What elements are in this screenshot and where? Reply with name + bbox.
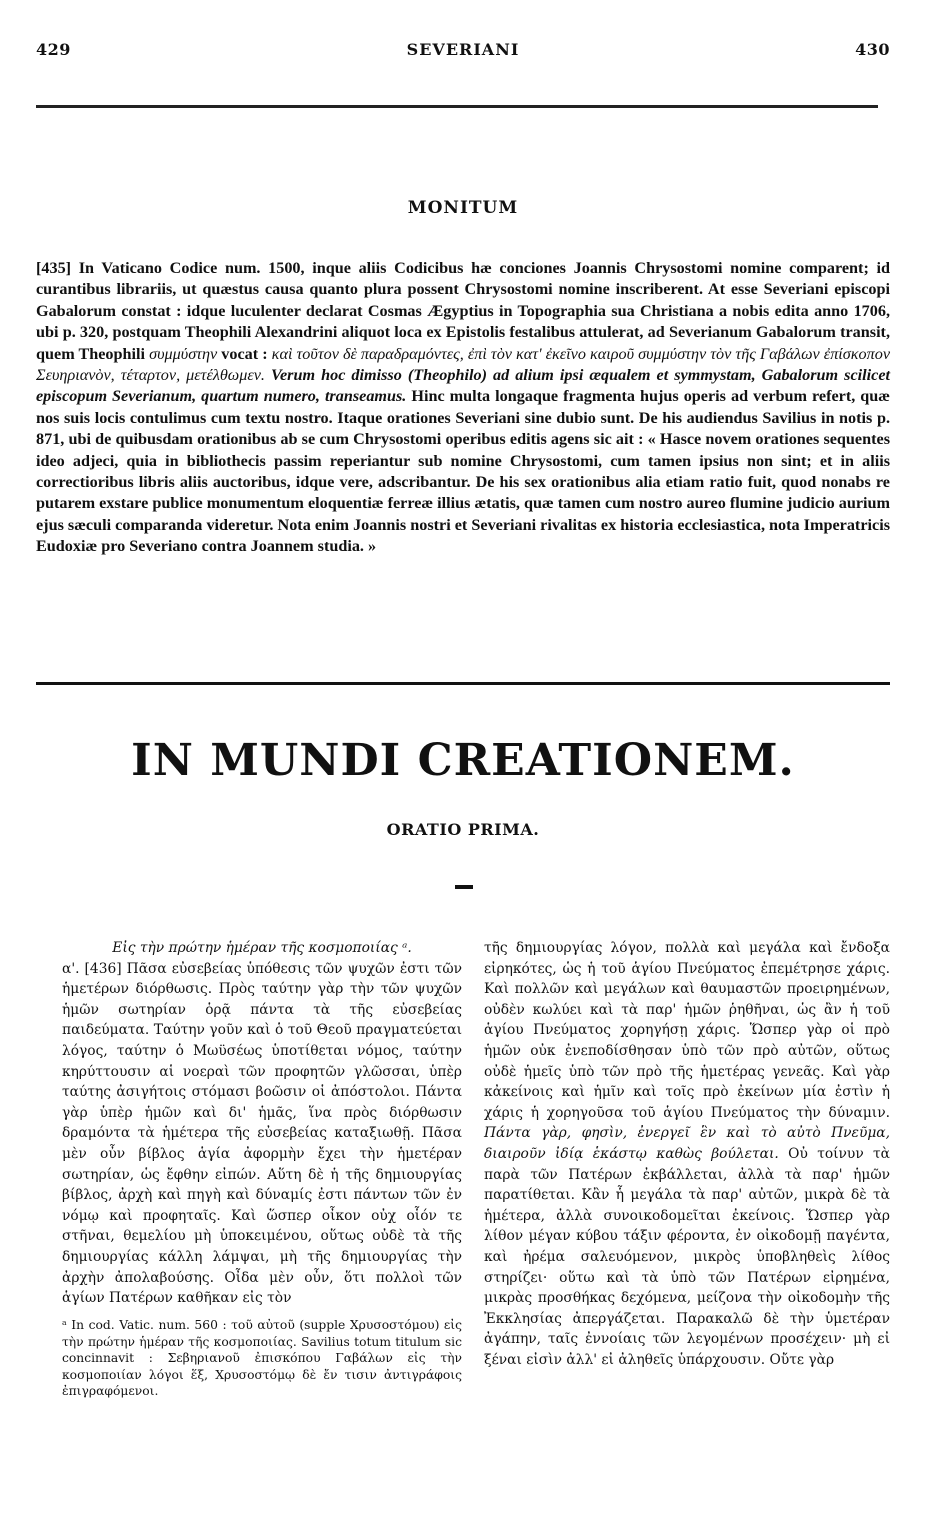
subtitle: ORATIO PRIMA. <box>386 820 540 839</box>
top-rule <box>36 105 878 108</box>
monitum-paragraph-2: vocat : <box>221 344 268 363</box>
monitum-paragraph-3: Hinc multa longaque fragmenta hujus operis ad verbum refert, quæ nos suis locis contulimus cum textu nostro. Itaque orationes Severiani sine dubio sunt. De his audiendus Savilius in notis p. 871, ubi de quibusdam orationibus ab se cum Chrysostomi operibus editis agens sic ait : « Hasce novem orationes sequentes ideo adjeci, quia in bibliothecis passim reperiantur sub nomine Chrysostomi, cum tamen ipsius non sint; et in aliis correctioribus libris aliis auctoribus, idque vere, adscribantur. De his sex orationibus alia etiam ratio fuit, quod nonabs re putarem exstare publice monumentum eloquentiæ ferreæ illius ætatis, quæ tamen cum nostro aureo flumine judicio aurium ejus sæculi comparanda videretur. Nota enim Joannis nostri et Severiani rivalitas ex historia ecclesiastica, nota Imperatricis Eudoxiæ pro Severiano contra Joannem studia. » <box>36 387 891 556</box>
left-page-number: 429 <box>36 40 71 59</box>
main-title: IN MUNDI CREATIONEM. <box>131 735 795 786</box>
monitum-greek-quote: καὶ τοῦτον δὲ παραδραμόντες, ἐπὶ τὸν κατ' ἐκεῖνο καιροῦ συμμύστην τὸν τῆς Γαβάλων ἐπίσκοπον Σευηριανὸν, τέταρτον, μετέλθωμεν. <box>36 344 891 385</box>
running-title: SEVERIANI <box>406 40 520 59</box>
section-rule <box>36 682 890 685</box>
footnote: ᵃ In cod. Vatic. num. 560 : τοῦ αὐτοῦ (supple Χρυσοστόμου) εἰς τὴν πρώτην ἡμέραν τῆς κοσμοποιίας. Savilius totum titulum sic concinnavit : Σεβηριανοῦ ἐπισκόπου Γαβάλων εἰς τὴν κοσμοποιίαν λόγοι ἕξ, Χρυσοστόμῳ δὲ ἔν τισιν ἀντιγράφοις ἐπιγραφόμενοι. <box>62 1318 462 1399</box>
monitum-title: MONITUM <box>407 198 519 218</box>
incipit: Εἰς τὴν πρώτην ἡμέραν τῆς κοσμοποιίας ᵃ. <box>112 940 412 956</box>
monitum-greek-word: συμμύστην <box>149 344 218 363</box>
right-column <box>484 938 890 1370</box>
right-column-text-1: τῆς δημιουργίας λόγον, πολλὰ καὶ μεγάλα καὶ ἔνδοξα εἰρηκότες, ὡς ἡ τοῦ ἁγίου Πνεύματος ἐπεμέτρησε χάρις. Καὶ πολλῶν καὶ μεγάλων καὶ θαυμαστῶν προειρημένων, οὐδὲν κωλύει καὶ τὰ παρ' ἡμῶν ῥηθῆναι, ὡς ἂν ἡ τοῦ ἁγίου Πνεύματος χορηγήσῃ χάρις. Ὥσπερ γὰρ οἱ πρὸ ἡμῶν οὐκ ἐνεποδίσθησαν ὑπὸ τῶν πρὸ αὐτῶν, οὕτως οὐδὲ ἡμεῖς ὑπὸ τῶν πρὸ τῆς ἡμετέρας γενεᾶς. Καὶ γὰρ κἀκείνοις καὶ ἡμῖν καὶ τοῖς πρὸ ἐκείνων μία ἐστὶν ἡ χάρις ἡ χορηγοῦσα τοῦ ἁγίου Πνεύματος τὴν δύναμιν. <box>484 940 890 1121</box>
monitum-text <box>36 258 890 558</box>
left-column-text: α'. [436] Πᾶσα εὐσεβείας ὑπόθεσις τῶν ψυχῶν ἐστι τῶν ἡμετέρων διόρθωσις. Πρὸς ταύτην γὰρ τὴν τῶν ψυχῶν ἡμῶν σωτηρίαν ὁρᾷ πάντα τὰ τῆς εὐσεβείας παιδεύματα. Ταύτην γοῦν καὶ ὁ τοῦ Θεοῦ πραγματεύεται λόγος, ταύτην ὁ Μωϋσέως ὑποτίθεται νόμος, ταύτην κηρύττουσιν αἱ νοεραὶ τῶν προφητῶν γλῶσσαι, ὑπὲρ ταύτης ἀσιγήτοις στόμασι βοῶσιν οἱ ἀπόστολοι. Πάντα γὰρ ὑπὲρ ἡμῶν καὶ δι' ἡμᾶς, ἵνα πρὸς διόρθωσιν δραμόντα τὰ ἡμέτερα τῆς εὐσεβείας καταξιωθῇ. Πᾶσα μὲν οὖν βίβλος ἁγία ἀφορμὴν ἔχει τὴν ἡμετέραν σωτηρίαν, ὡς ἔφθην εἰπών. Αὕτη δὲ ἡ τῆς δημιουργίας βίβλος, ἀρχὴ καὶ πηγὴ καὶ δύναμίς ἐστι πάντων τῶν ἐν νόμῳ καὶ προφηταῖς. Καὶ ὥσπερ οἶκον οὐχ οἷόν τε στῆναι, θεμελίου μὴ ὑποκειμένου, οὕτως οὐδὲ τὰ τῆς δημιουργίας κάλλη λάμψαι, μὴ τῆς δημιουργίας τὴν ἀρχὴν ἀπολαβούσης. Οἶδα μὲν οὖν, ὅτι πολλοὶ τῶν ἁγίων Πατέρων καθῆκαν εἰς τὸν <box>62 960 462 1307</box>
separator-dash <box>455 885 473 889</box>
monitum-latin-translation: Verum hoc dimisso (Theophilo) ad alium ipsi æqualem et symmystam, Gabalorum scilicet episcopum Severianum, quartum numero, transeamus. <box>36 366 890 406</box>
right-column-scripture-quote: Πάντα γὰρ, φησὶν, ἐνεργεῖ ἓν καὶ τὸ αὐτὸ Πνεῦμα, διαιροῦν ἰδίᾳ ἑκάστῳ καθὼς βούλεται. <box>484 1125 890 1162</box>
left-column <box>62 938 462 1309</box>
right-page-number: 430 <box>855 40 890 59</box>
right-column-text-2: Οὐ τοίνυν τὰ παρὰ τῶν Πατέρων ἐκβάλλεται, ἀλλὰ τὰ παρ' ἡμῶν παρατίθεται. Κἂν ἧ μεγάλα τὰ παρ' αὐτῶν, μικρὰ δὲ τὰ ἡμέτερα, ἀλλὰ συνοικοδομεῖται ἐκείνοις. Ὥσπερ γὰρ λίθον μέγαν κύβου τάξιν φέροντα, ἐν οἰκοδομῇ παγέντα, καὶ ἠρέμα σαλευόμενον, μικρὸς ὑποβληθεὶς λίθος στηρίζει· οὕτω καὶ τὰ ὑπὸ τῶν Πατέρων εἰρημένα, μικρὰς προσθήκας δεχόμενα, μείζονα τὴν οἰκοδομὴν τῆς Ἐκκλησίας ἀπεργάζεται. Παρακαλῶ δὲ τὴν ὑμετέραν ἀγάπην, ταῖς ἐννοίαις τῶν λεγομένων προσέχειν· μὴ εἰ ξέναι εἰσὶν ἀλλ' εἰ ἀληθεῖς ὑπάρχουσιν. Οὔτε γὰρ <box>484 1145 891 1368</box>
running-header <box>36 40 890 59</box>
monitum-paragraph-1: [435] In Vaticano Codice num. 1500, inque aliis Codicibus hæ conciones Joannis Chrysostomi nomine comparent; id curantibus librariis, ut quæstus causa quanto plura possent Chrysostomi nomine inscriberent. At esse Severiani episcopi Gabalorum constat : idque luculenter declarat Cosmas Ægyptius in Topographia sua Christiana a nobis edita anno 1706, ubi p. 320, postquam Theophili Alexandrini aliquot loca ex Epistolis festalibus attulerat, ad Severianum Gabalorum transit, quem Theophili <box>36 259 890 363</box>
